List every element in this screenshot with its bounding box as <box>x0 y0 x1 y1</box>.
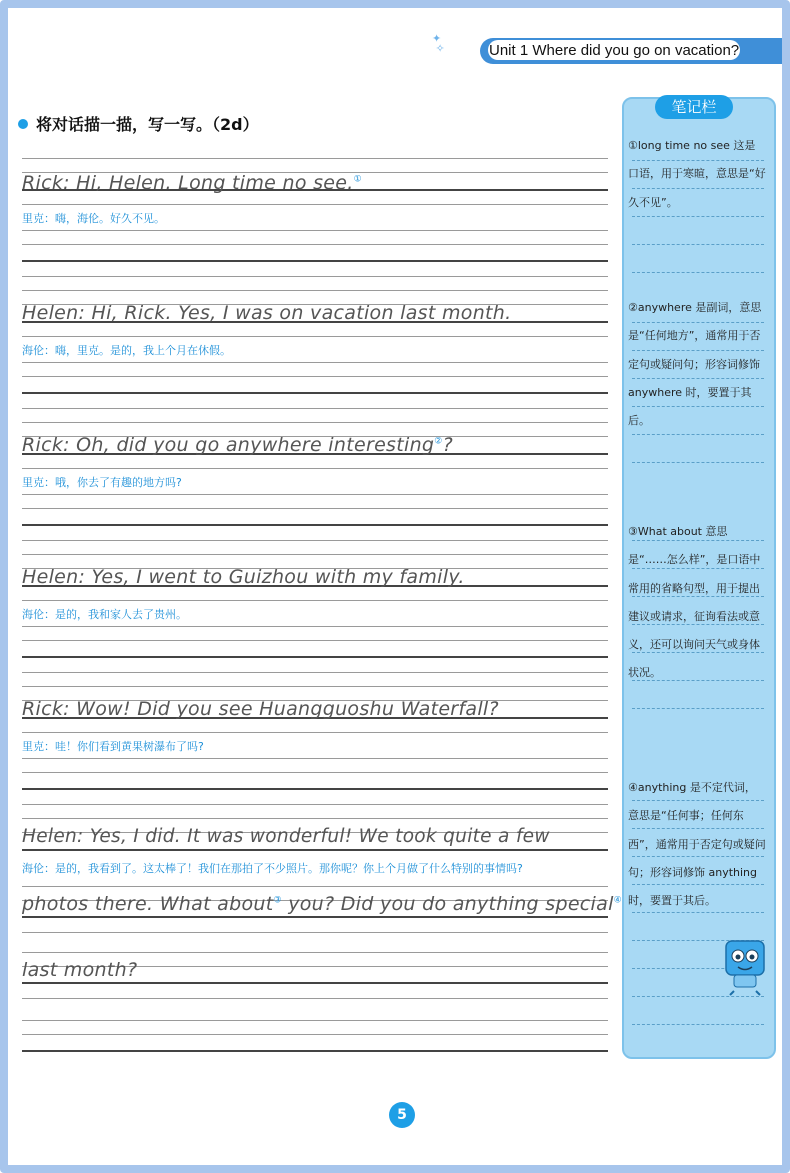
dialogue-chinese: 里克：嗨，海伦。好久不见。 <box>22 212 165 225</box>
mascot-icon <box>720 935 770 997</box>
dialogue-english: Rick: Wow! Did you see Huangguoshu Waterfall? <box>22 698 499 720</box>
dialogue-english: Rick: Oh, did you go anywhere interesting②? <box>22 434 454 456</box>
dialogue-english: Helen: Yes, I did. It was wonderful! We took quite a few <box>22 826 550 847</box>
notes-label: 笔记栏 <box>655 95 733 119</box>
dialogue-english: Helen: Yes, I went to Guizhou with my family. <box>22 566 465 588</box>
bullet-icon <box>18 119 28 129</box>
page-number: 5 <box>389 1102 415 1128</box>
dialogue-english-line-2: photos there. What about③ you? Did you do anything special④ <box>22 893 623 915</box>
note-item-1: ①long time no see 这是口语，用于寒暄，意思是“好久不见”。 <box>628 139 766 209</box>
note-item-3: ③What about 意思是“……怎么样”，是口语中常用的省略句型，用于提出建议或请求，征询看法或意义，还可以询问天气或身体状况。 <box>628 525 761 680</box>
star-decoration-icon: ✦ ✧ <box>432 32 445 55</box>
dialogue-chinese: 里克：哦，你去了有趣的地方吗? <box>22 476 182 489</box>
dialogue-english: Helen: Hi, Rick. Yes, I was on vacation last month. <box>22 302 512 324</box>
note-item-2: ②anywhere 是副词，意思是“任何地方”，通常用于否定句或疑问句；形容词修饰 anywhere 时，要置于其后。 <box>628 301 762 428</box>
section-title: 将对话描一描，写一写。（2d） <box>36 115 259 134</box>
dialogue-english-line-3: last month? <box>22 959 138 981</box>
dialogue-chinese: 里克：哇！你们看到黄果树瀑布了吗? <box>22 740 204 753</box>
dialogue-chinese: 海伦：是的，我和家人去了贵州。 <box>22 608 187 621</box>
note-item-4: ④anything 是不定代词，意思是“任何事；任何东西”，通常用于否定句或疑问句；形容词修饰 anything 时，要置于其后。 <box>628 781 766 908</box>
dialogue-chinese: 海伦：嗨，里克。是的，我上个月在休假。 <box>22 344 231 357</box>
unit-title: Unit 1 Where did you go on vacation? <box>489 42 740 59</box>
dialogue-chinese: 海伦：是的，我看到了。这太棒了！我们在那拍了不少照片。那你呢？你上个月做了什么特别的事情吗? <box>22 862 523 875</box>
dialogue-english: Rick: Hi, Helen. Long time no see.① <box>22 172 362 194</box>
